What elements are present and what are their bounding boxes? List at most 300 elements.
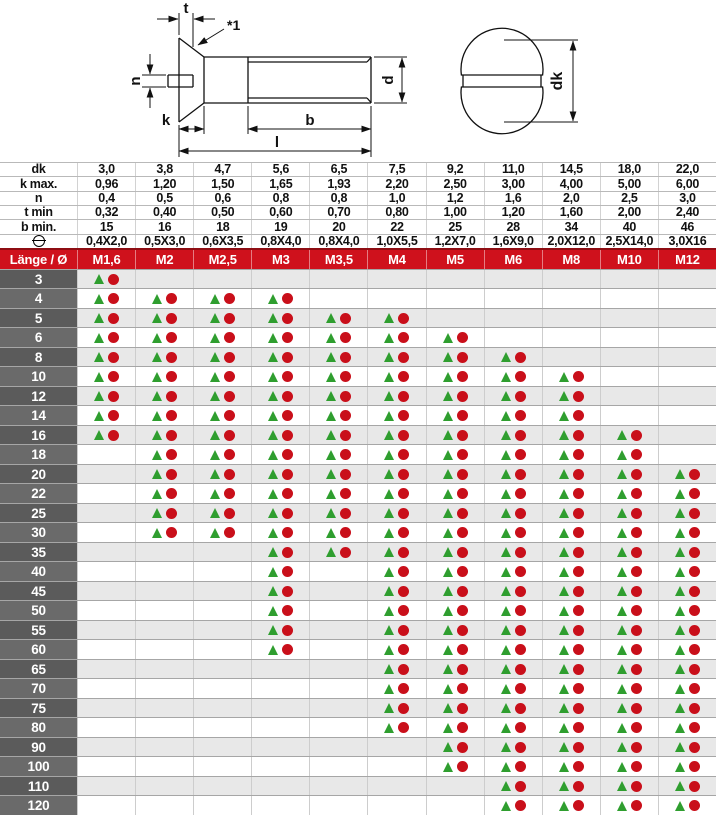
matrix-cell — [542, 309, 600, 328]
green-triangle-icon — [443, 606, 453, 616]
matrix-cell — [542, 621, 600, 640]
availability-markers — [443, 547, 468, 558]
matrix-cell — [193, 640, 251, 659]
length-label: 18 — [0, 445, 77, 464]
spec-row-label: b min. — [20, 220, 56, 234]
availability-markers — [268, 566, 293, 577]
matrix-cell — [77, 406, 135, 425]
availability-markers — [559, 547, 584, 558]
red-circle-icon — [515, 800, 526, 811]
matrix-cell — [600, 777, 658, 796]
matrix-cell — [484, 309, 542, 328]
matrix-cell — [542, 796, 600, 815]
red-circle-icon — [573, 761, 584, 772]
green-triangle-icon — [384, 528, 394, 538]
matrix-cell — [251, 796, 309, 815]
matrix-cell — [251, 270, 309, 289]
spec-value: 19 — [251, 220, 309, 233]
matrix-cell — [77, 621, 135, 640]
availability-markers — [326, 410, 351, 421]
availability-markers — [617, 800, 642, 811]
length-label: 55 — [0, 621, 77, 640]
spec-value: 3,0 — [77, 163, 135, 176]
length-label: 10 — [0, 367, 77, 386]
red-circle-icon — [457, 664, 468, 675]
green-triangle-icon — [559, 528, 569, 538]
green-triangle-icon — [617, 586, 627, 596]
column-header-m12: M12 — [658, 250, 716, 269]
availability-markers — [268, 527, 293, 538]
table-row — [0, 503, 716, 523]
matrix-cell — [426, 601, 484, 620]
matrix-cell — [484, 543, 542, 562]
availability-markers — [617, 742, 642, 753]
red-circle-icon — [631, 761, 642, 772]
red-circle-icon — [573, 391, 584, 402]
availability-markers — [559, 800, 584, 811]
green-triangle-icon — [617, 489, 627, 499]
red-circle-icon — [282, 469, 293, 480]
availability-markers — [675, 508, 700, 519]
red-circle-icon — [224, 527, 235, 538]
spec-row-label — [0, 235, 77, 248]
spec-value: 1,20 — [135, 177, 193, 190]
matrix-cell — [426, 582, 484, 601]
availability-markers — [326, 488, 351, 499]
matrix-cell — [484, 465, 542, 484]
red-circle-icon — [573, 449, 584, 460]
red-circle-icon — [166, 313, 177, 324]
green-triangle-icon — [443, 508, 453, 518]
matrix-cell — [600, 738, 658, 757]
spec-value: 20 — [309, 220, 367, 233]
availability-markers — [210, 527, 235, 538]
red-circle-icon — [515, 527, 526, 538]
green-triangle-icon — [501, 606, 511, 616]
matrix-cell — [367, 465, 425, 484]
green-triangle-icon — [268, 313, 278, 323]
green-triangle-icon — [617, 430, 627, 440]
green-triangle-icon — [501, 469, 511, 479]
green-triangle-icon — [268, 333, 278, 343]
availability-markers — [617, 781, 642, 792]
availability-markers — [268, 313, 293, 324]
red-circle-icon — [573, 664, 584, 675]
spec-value: 2,20 — [367, 177, 425, 190]
matrix-cell — [193, 348, 251, 367]
matrix-cell — [484, 699, 542, 718]
matrix-cell — [542, 738, 600, 757]
matrix-cell — [367, 640, 425, 659]
red-circle-icon — [224, 449, 235, 460]
matrix-cell — [484, 348, 542, 367]
availability-markers — [152, 313, 177, 324]
green-triangle-icon — [268, 411, 278, 421]
availability-markers — [94, 371, 119, 382]
spec-row — [0, 162, 716, 176]
red-circle-icon — [573, 488, 584, 499]
red-circle-icon — [224, 430, 235, 441]
matrix-cell — [426, 348, 484, 367]
spec-value: 1,65 — [251, 177, 309, 190]
matrix-cell — [193, 289, 251, 308]
red-circle-icon — [166, 508, 177, 519]
matrix-cell — [77, 309, 135, 328]
matrix-cell — [542, 445, 600, 464]
availability-markers — [559, 566, 584, 577]
availability-markers — [443, 449, 468, 460]
matrix-cell — [309, 601, 367, 620]
green-triangle-icon — [94, 430, 104, 440]
matrix-cell — [484, 328, 542, 347]
red-circle-icon — [340, 547, 351, 558]
technical-drawing — [0, 0, 716, 162]
red-circle-icon — [224, 332, 235, 343]
matrix-cell — [542, 289, 600, 308]
green-triangle-icon — [443, 586, 453, 596]
red-circle-icon — [631, 722, 642, 733]
availability-markers — [443, 586, 468, 597]
availability-markers — [675, 664, 700, 675]
availability-markers — [559, 644, 584, 655]
spec-value: 3,0 — [658, 192, 716, 205]
green-triangle-icon — [675, 781, 685, 791]
length-label: 30 — [0, 523, 77, 542]
matrix-cell — [251, 367, 309, 386]
matrix-cell — [542, 270, 600, 289]
availability-markers — [617, 625, 642, 636]
green-triangle-icon — [501, 547, 511, 557]
availability-markers — [210, 430, 235, 441]
availability-markers — [94, 352, 119, 363]
matrix-cell — [426, 484, 484, 503]
matrix-cell — [484, 660, 542, 679]
green-triangle-icon — [384, 411, 394, 421]
availability-markers — [326, 430, 351, 441]
availability-markers — [268, 371, 293, 382]
matrix-cell — [77, 640, 135, 659]
green-triangle-icon — [268, 489, 278, 499]
availability-markers — [501, 371, 526, 382]
matrix-cell — [658, 328, 716, 347]
matrix-cell — [77, 699, 135, 718]
red-circle-icon — [166, 469, 177, 480]
availability-markers — [675, 566, 700, 577]
red-circle-icon — [515, 586, 526, 597]
matrix-cell — [251, 348, 309, 367]
green-triangle-icon — [384, 450, 394, 460]
matrix-cell — [426, 523, 484, 542]
availability-markers — [326, 352, 351, 363]
matrix-cell — [367, 777, 425, 796]
availability-markers — [559, 391, 584, 402]
availability-markers — [443, 527, 468, 538]
matrix-cell — [135, 582, 193, 601]
availability-markers — [675, 742, 700, 753]
green-triangle-icon — [443, 528, 453, 538]
red-circle-icon — [398, 625, 409, 636]
red-circle-icon — [631, 430, 642, 441]
green-triangle-icon — [559, 684, 569, 694]
green-triangle-icon — [268, 547, 278, 557]
red-circle-icon — [689, 644, 700, 655]
matrix-cell — [484, 289, 542, 308]
availability-markers — [326, 332, 351, 343]
availability-markers — [152, 430, 177, 441]
red-circle-icon — [631, 781, 642, 792]
matrix-cell — [251, 465, 309, 484]
availability-markers — [210, 293, 235, 304]
column-header-m5: M5 — [426, 250, 484, 269]
matrix-cell — [658, 465, 716, 484]
matrix-cell — [367, 562, 425, 581]
red-circle-icon — [224, 469, 235, 480]
availability-markers — [152, 391, 177, 402]
matrix-cell — [193, 796, 251, 815]
red-circle-icon — [166, 527, 177, 538]
length-label: 6 — [0, 328, 77, 347]
table-row — [0, 659, 716, 679]
red-circle-icon — [224, 488, 235, 499]
red-circle-icon — [398, 566, 409, 577]
availability-markers — [326, 371, 351, 382]
matrix-cell — [658, 543, 716, 562]
screw-head-view — [461, 28, 543, 133]
availability-markers — [384, 352, 409, 363]
red-circle-icon — [166, 410, 177, 421]
availability-markers — [501, 800, 526, 811]
green-triangle-icon — [559, 781, 569, 791]
red-circle-icon — [282, 527, 293, 538]
green-triangle-icon — [443, 352, 453, 362]
matrix-cell — [251, 484, 309, 503]
availability-markers — [675, 722, 700, 733]
matrix-cell — [658, 718, 716, 737]
red-circle-icon — [457, 644, 468, 655]
availability-markers — [443, 469, 468, 480]
matrix-cell — [484, 387, 542, 406]
matrix-cell — [484, 757, 542, 776]
red-circle-icon — [573, 566, 584, 577]
length-label: 22 — [0, 484, 77, 503]
green-triangle-icon — [384, 684, 394, 694]
red-circle-icon — [282, 410, 293, 421]
matrix-cell — [600, 582, 658, 601]
availability-markers — [675, 469, 700, 480]
matrix-cell — [135, 348, 193, 367]
availability-markers — [384, 508, 409, 519]
spec-row-label: n — [34, 191, 43, 205]
red-circle-icon — [398, 644, 409, 655]
red-circle-icon — [573, 508, 584, 519]
red-circle-icon — [573, 703, 584, 714]
matrix-cell — [135, 699, 193, 718]
matrix-cell — [542, 640, 600, 659]
green-triangle-icon — [617, 625, 627, 635]
availability-markers — [501, 683, 526, 694]
green-triangle-icon — [326, 333, 336, 343]
green-triangle-icon — [326, 411, 336, 421]
availability-markers — [559, 742, 584, 753]
red-circle-icon — [631, 469, 642, 480]
green-triangle-icon — [443, 703, 453, 713]
availability-markers — [617, 449, 642, 460]
matrix-cell — [135, 387, 193, 406]
red-circle-icon — [108, 274, 119, 285]
availability-markers — [384, 625, 409, 636]
table-row — [0, 288, 716, 308]
spec-value: 2,50 — [426, 177, 484, 190]
matrix-cell — [658, 289, 716, 308]
spec-value: 0,8X4,0 — [251, 235, 309, 248]
spec-value: 0,8 — [251, 192, 309, 205]
green-triangle-icon — [559, 742, 569, 752]
green-triangle-icon — [384, 508, 394, 518]
red-circle-icon — [457, 586, 468, 597]
matrix-cell — [367, 601, 425, 620]
length-label: 120 — [0, 796, 77, 815]
green-triangle-icon — [559, 606, 569, 616]
matrix-cell — [193, 328, 251, 347]
matrix-cell — [426, 679, 484, 698]
availability-markers — [152, 352, 177, 363]
green-triangle-icon — [94, 294, 104, 304]
green-triangle-icon — [501, 684, 511, 694]
matrix-cell — [600, 757, 658, 776]
green-triangle-icon — [384, 547, 394, 557]
green-triangle-icon — [559, 586, 569, 596]
availability-markers — [559, 586, 584, 597]
red-circle-icon — [515, 781, 526, 792]
table-row — [0, 405, 716, 425]
red-circle-icon — [457, 508, 468, 519]
matrix-cell — [309, 718, 367, 737]
red-circle-icon — [631, 605, 642, 616]
matrix-cell — [426, 543, 484, 562]
green-triangle-icon — [501, 625, 511, 635]
table-row — [0, 522, 716, 542]
matrix-cell — [135, 757, 193, 776]
length-label: 14 — [0, 406, 77, 425]
matrix-cell — [600, 484, 658, 503]
length-label: 100 — [0, 757, 77, 776]
length-label: 45 — [0, 582, 77, 601]
red-circle-icon — [340, 391, 351, 402]
green-triangle-icon — [559, 703, 569, 713]
matrix-cell — [426, 328, 484, 347]
matrix-cell — [309, 777, 367, 796]
matrix-cell — [193, 367, 251, 386]
green-triangle-icon — [268, 625, 278, 635]
red-circle-icon — [398, 352, 409, 363]
green-triangle-icon — [617, 645, 627, 655]
table-row — [0, 308, 716, 328]
red-circle-icon — [108, 410, 119, 421]
matrix-cell — [426, 796, 484, 815]
matrix-cell — [309, 660, 367, 679]
matrix-cell — [600, 445, 658, 464]
red-circle-icon — [398, 430, 409, 441]
spec-value: 1,20 — [484, 206, 542, 219]
green-triangle-icon — [559, 547, 569, 557]
spec-value: 2,40 — [658, 206, 716, 219]
matrix-cell — [426, 465, 484, 484]
red-circle-icon — [515, 761, 526, 772]
matrix-cell — [600, 367, 658, 386]
red-circle-icon — [166, 488, 177, 499]
matrix-cell — [309, 679, 367, 698]
length-label: 90 — [0, 738, 77, 757]
matrix-cell — [367, 757, 425, 776]
availability-markers — [559, 430, 584, 441]
availability-markers — [268, 430, 293, 441]
availability-markers — [559, 508, 584, 519]
matrix-cell — [193, 406, 251, 425]
matrix-cell — [658, 640, 716, 659]
matrix-cell — [367, 348, 425, 367]
green-triangle-icon — [501, 801, 511, 811]
availability-markers — [675, 761, 700, 772]
table-row — [0, 542, 716, 562]
spec-value: 46 — [658, 220, 716, 233]
spec-value: 2,5 — [600, 192, 658, 205]
dim-label-d: d — [380, 75, 397, 85]
red-circle-icon — [398, 664, 409, 675]
availability-markers — [675, 625, 700, 636]
green-triangle-icon — [559, 508, 569, 518]
green-triangle-icon — [501, 489, 511, 499]
green-triangle-icon — [326, 547, 336, 557]
matrix-cell — [251, 582, 309, 601]
green-triangle-icon — [326, 391, 336, 401]
red-circle-icon — [340, 410, 351, 421]
matrix-cell — [251, 660, 309, 679]
green-triangle-icon — [675, 586, 685, 596]
matrix-cell — [658, 367, 716, 386]
availability-markers — [443, 761, 468, 772]
green-triangle-icon — [268, 430, 278, 440]
availability-markers — [268, 352, 293, 363]
spec-value: 28 — [484, 220, 542, 233]
availability-markers — [443, 488, 468, 499]
red-circle-icon — [631, 586, 642, 597]
green-triangle-icon — [443, 469, 453, 479]
matrix-cell — [193, 426, 251, 445]
red-circle-icon — [457, 547, 468, 558]
availability-markers — [617, 605, 642, 616]
matrix-cell — [309, 640, 367, 659]
matrix-cell — [367, 309, 425, 328]
green-triangle-icon — [94, 333, 104, 343]
matrix-header — [0, 248, 716, 269]
green-triangle-icon — [617, 567, 627, 577]
matrix-cell — [77, 582, 135, 601]
green-triangle-icon — [384, 723, 394, 733]
red-circle-icon — [457, 742, 468, 753]
matrix-cell — [542, 484, 600, 503]
availability-markers — [559, 781, 584, 792]
red-circle-icon — [457, 527, 468, 538]
matrix-cell — [426, 270, 484, 289]
red-circle-icon — [224, 352, 235, 363]
matrix-cell — [251, 699, 309, 718]
availability-markers — [152, 527, 177, 538]
green-triangle-icon — [501, 450, 511, 460]
spec-value: 15 — [77, 220, 135, 233]
availability-markers — [94, 410, 119, 421]
matrix-cell — [251, 601, 309, 620]
availability-markers — [501, 625, 526, 636]
